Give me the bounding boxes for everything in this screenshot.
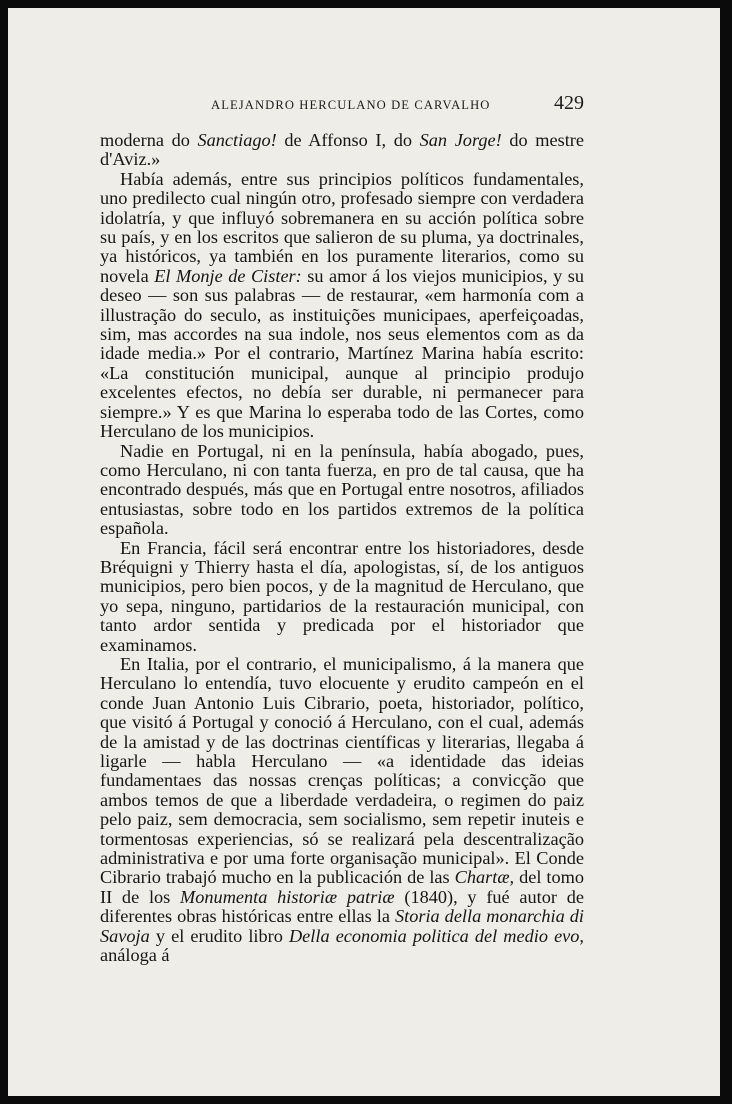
text-run: En Francia, fácil será encontrar entre los historiadores, desde Bréquigni y Thierry hasta el día, apologistas, sí, de los antiguos municipios, pero bien pocos, y de la magnitud de Herculano, que yo sepa, ninguno, partidarios de la restauración municipal, con tanto ardor sentida y predicada por el historiador que examinamos. [100, 537, 584, 655]
italic-text: Storia della monarchia di Savoja [100, 906, 584, 946]
text-run: En Italia, por el contrario, el municipalismo, á la manera que Herculano lo entendía, tuvo elocuente y erudito campeón en el conde Juan Antonio Luis Cibrario, poeta, historiador, político, que visitó á Portugal y conoció á Herculano, con el cual, además de la amistad y de las doctrinas científicas y literarias, llegaba á ligarle — habla Herculano — «a identidade das ideias fundamentaes das nossas crenças políticas; a convicção que ambos temos de que a liberdade verdadeira, o regimen do paiz pelo paiz, sem democracia, sem socialismo, sem repetir inuteis e tormentosas experiencias, só se realizará pela descentralização administrativa e por uma forte organisação municipal». El Conde Cibrario trabajó mucho en la publicación de las [100, 653, 584, 888]
italic-text: Monumenta historiæ patriæ [180, 886, 395, 907]
text-run: del tomo II de los [100, 867, 584, 907]
text-run: (1840), y fué autor de diferentes obras históricas entre ellas la [100, 886, 584, 927]
text-run: y el erudito libro [149, 925, 289, 946]
text-run: su amor á los viejos municipios, y su deseo — son sus palabras — de restaurar, «em harmonía com a illustração do seculo, as instituições municipaes, aperfeiçoadas, sim, mas accordes na sua indole, nos seus elementos com as da idade media.» Por el contrario, Martínez Marina había escrito: «La constitución municipal, aunque al principio produjo excelentes efectos, no debía ser durable, ni permanecer para siempre.» Y es que Marina lo esperaba todo de las Cortes, como Herculano de los municipios. [100, 265, 584, 442]
paragraph [100, 442, 584, 539]
italic-text: San Jorge! [419, 130, 502, 150]
running-title: ALEJANDRO HERCULANO DE CARVALHO [211, 98, 491, 112]
paragraph [100, 170, 584, 442]
paragraph [100, 131, 584, 170]
italic-text: Della economia politica del medio evo, [288, 925, 585, 946]
italic-text: El Monje de Cister: [154, 265, 302, 286]
text-run: de Affonso I, do [276, 130, 420, 150]
page-number: 429 [554, 92, 584, 114]
text-run: Nadie en Portugal, ni en la península, había abogado, pues, como Herculano, ni con tanta fuerza, en pro de tal causa, que ha encontrado después, más que en Portugal entre nosotros, afiliados entusiastas, sobre todo en los partidos extremos de la política española. [100, 440, 584, 539]
text-run: moderna do [100, 130, 198, 150]
text-run: Había además, entre sus principios políticos fundamentales, uno predilecto cual ningún otro, profesado siempre con verdadera idolatría, y que influyó sobremanera en su acción política sobre su país, y en los escritos que salieron de su pluma, ya doctrinales, ya históricos, ya también en los puramente literarios, como su novela [100, 168, 584, 286]
paragraph [100, 539, 584, 655]
italic-text: Chartæ, [454, 867, 515, 888]
page-header [108, 90, 584, 120]
text-run: análoga á [100, 945, 170, 966]
text-run: do mestre d'Aviz.» [100, 130, 585, 170]
paragraph [100, 655, 584, 966]
italic-text: Sanctiago! [197, 130, 277, 150]
body-text [100, 131, 584, 965]
